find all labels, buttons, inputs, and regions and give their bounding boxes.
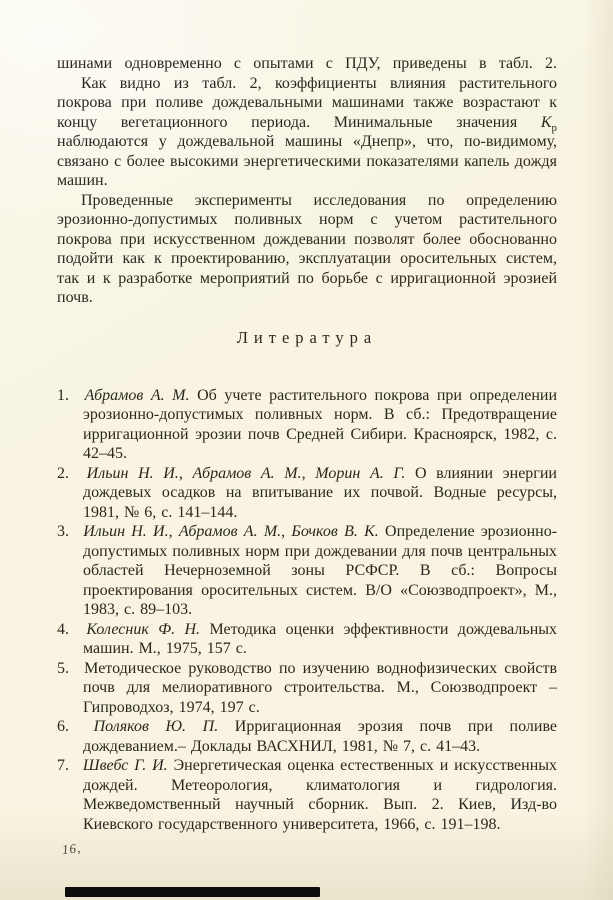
reference-item	[57, 659, 557, 718]
paragraph-text: наблюдаются у дождевальной машины «Днепр», что, по-видимому, связано с более высокими энергетическими показателями капель дождя машин.	[57, 133, 557, 189]
body-paragraph: Проведенные эксперименты исследования по определению эрозионно-допустимых поливных норм с учетом растительного покрова при искусственном дождевании позволят более обоснованно подойти как к проектированию, эксплуатации оросительных систем, так и к разработке мероприятий по борьбе с ирригационной эрозией почв.	[57, 191, 557, 306]
literature-heading: Литература	[236, 327, 378, 347]
reference-item	[57, 620, 557, 659]
reference-text: Энергетическая оценка естественных и искусственных дождей. Метеорология, климатология и гидрология. Межведомственный научный сборник. Вып. 2. Киев, Изд-во Киевского государственного университета, 1966, с. 191–198.	[83, 757, 558, 833]
reference-item	[57, 386, 557, 464]
reference-authors: Колесник Ф. Н.	[86, 620, 201, 638]
body-paragraph	[57, 74, 557, 191]
k-variable: K	[540, 113, 552, 131]
reference-number: 6.	[57, 718, 69, 735]
handwritten-page-mark: 16,	[61, 840, 82, 857]
reference-number: 5.	[57, 659, 69, 677]
reference-item	[57, 756, 557, 834]
reference-text: Ирригационная эрозия почв при поливе дождеванием.– Доклады ВАСХНИЛ, 1981, № 7, с. 41–43.	[83, 718, 557, 755]
reference-text: Методика оценки эффективности дождевальных машин. М., 1975, 157 с.	[83, 620, 558, 657]
reference-number: 7.	[57, 757, 69, 774]
reference-text: О влиянии энергии дождевых осадков на впитывание их почвой. Водные ресурсы, 1981, № 6, с. 141–144.	[83, 464, 557, 521]
reference-text: Методическое руководство по изучению воднофизических свойств почв для мелиоративного строительства. М., Союзводпроект – Гипроводхоз, 1974, 197 с.	[83, 659, 558, 716]
body-paragraph: шинами одновременно с опытами с ПДУ, приведены в табл. 2.	[57, 55, 557, 72]
reference-authors: Поляков Ю. П.	[93, 718, 219, 735]
text-block	[57, 54, 557, 834]
reference-item	[57, 522, 557, 620]
reference-item	[57, 464, 557, 523]
scan-artifact-bar	[65, 887, 320, 897]
reference-text: Определение эрозионно-допустимых поливных норм при дождевании для почв центральных областей Нечерноземной зоны РСФСР. В сб.: Вопросы проектирования оросительных систем. В/О «Союзводпроект», М., 1983, с. 89–103.	[83, 523, 558, 618]
reference-authors: Ильин Н. И., Абрамов А. М., Морин А. Г.	[86, 464, 406, 482]
reference-text: Об учете растительного покрова при определении эрозионно-допустимых поливных норм. В сб.: Предотвращение ирригационной эрозии почв Средней Сибири. Красноярск, 1982, с. 42–45.	[83, 386, 558, 462]
paragraph-text: Как видно из табл. 2, коэффициенты влияния растительного покрова при поливе дождевальными машинами также возрастают к концу вегетационного периода. Минимальные значения	[57, 74, 557, 131]
reference-number: 2.	[57, 464, 69, 482]
reference-authors: Абрамов А. М.	[84, 386, 190, 404]
reference-item	[57, 717, 557, 756]
reference-number: 4.	[57, 620, 69, 638]
reference-number: 3.	[57, 523, 69, 540]
k-variable-subscript: р	[551, 121, 557, 134]
reference-authors: Швебс Г. И.	[82, 757, 168, 774]
reference-number: 1.	[57, 386, 69, 404]
reference-authors: Ильин Н. И., Абрамов А. М., Бочков В. К.	[83, 523, 379, 540]
